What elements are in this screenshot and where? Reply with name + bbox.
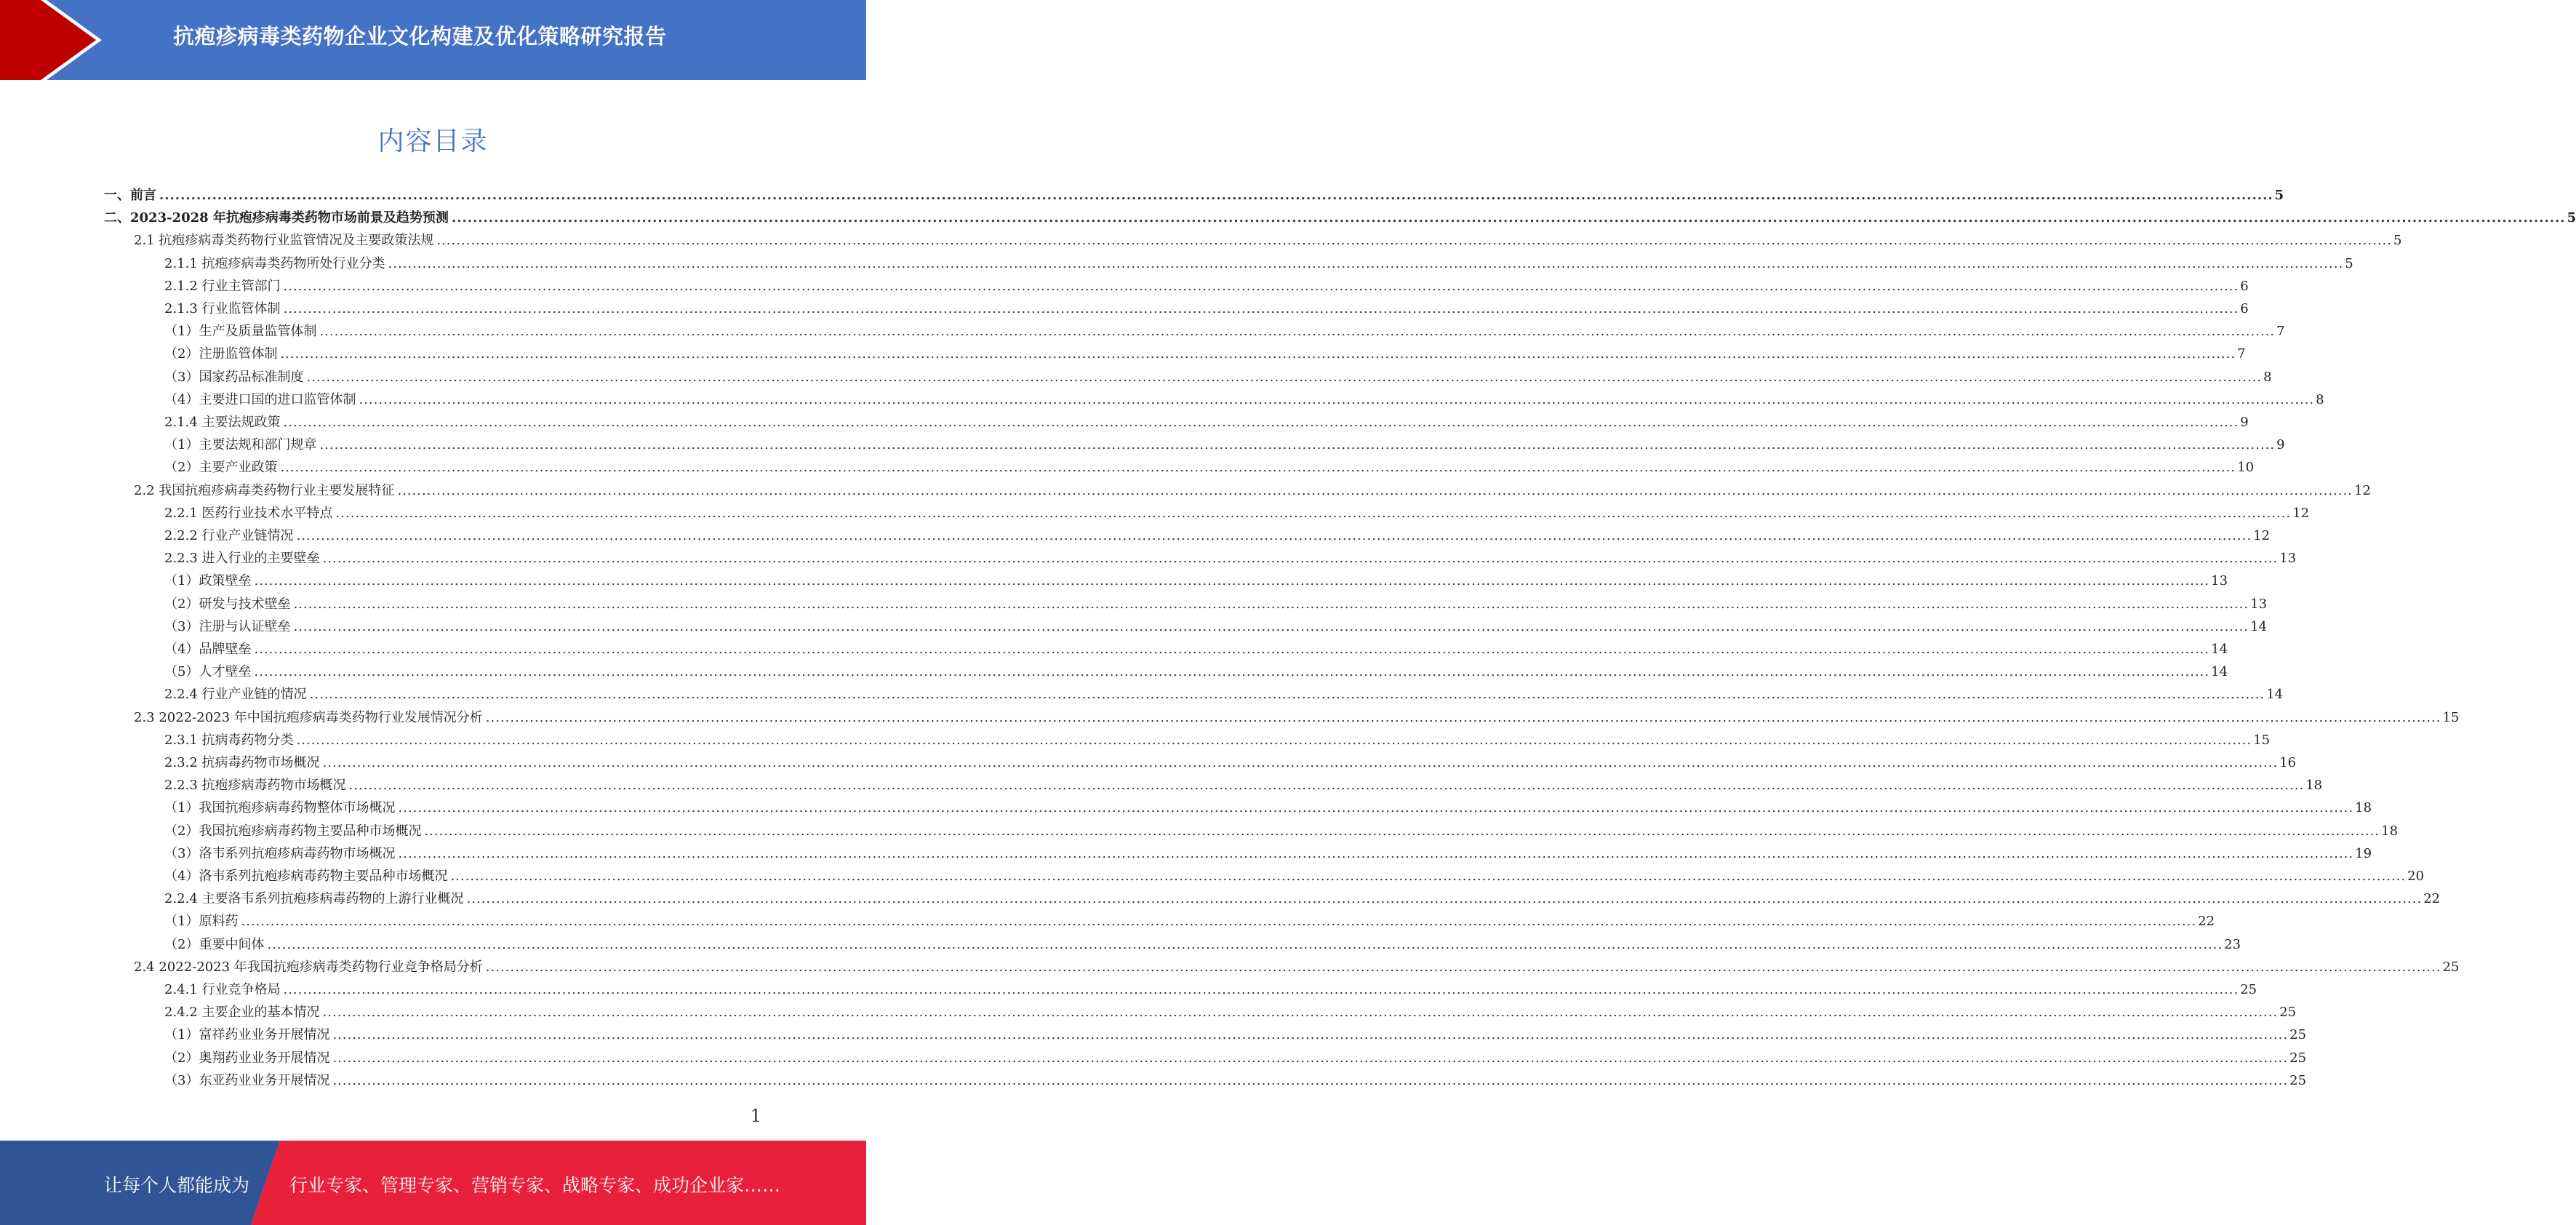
toc-entry[interactable] bbox=[164, 751, 2297, 774]
toc-entry-page: 25 bbox=[2289, 1050, 2307, 1066]
toc-dot-leader: ................................................................................................................................................................................................................................................................................................................................................................................................................ bbox=[319, 324, 2276, 340]
toc-entry[interactable] bbox=[164, 252, 2353, 275]
toc-entry[interactable] bbox=[164, 865, 2425, 887]
toc-entry[interactable] bbox=[164, 797, 2372, 819]
toc-entry[interactable] bbox=[164, 434, 2285, 456]
toc-entry[interactable] bbox=[134, 479, 2371, 502]
toc-entry-title: （2）重要中间体 bbox=[164, 936, 265, 952]
toc-entry-title: 2.1.1 抗疱疹病毒类药物所处行业分类 bbox=[164, 255, 385, 271]
toc-entry-title: （1）政策壁垒 bbox=[164, 573, 252, 589]
toc-entry[interactable] bbox=[164, 411, 2249, 434]
toc-dot-leader: ................................................................................................................................................................................................................................................................................................................................................................................................................ bbox=[397, 482, 2353, 498]
toc-dot-leader: ................................................................................................................................................................................................................................................................................................................................................................................................................ bbox=[293, 596, 2249, 612]
toc-entry-title: （1）原料药 bbox=[164, 914, 239, 930]
toc-entry-page: 20 bbox=[2407, 869, 2425, 884]
report-title: 抗疱疹病毒类药物企业文化构建及优化策略研究报告 bbox=[173, 24, 667, 49]
toc-dot-leader: ................................................................................................................................................................................................................................................................................................................................................................................................................ bbox=[319, 437, 2276, 453]
toc-entry-title: 2.3 2022-2023 年中国抗疱疹病毒类药物行业发展情况分析 bbox=[134, 709, 483, 725]
toc-dot-leader: ................................................................................................................................................................................................................................................................................................................................................................................................................ bbox=[332, 1027, 2289, 1043]
toc-entry[interactable] bbox=[134, 706, 2460, 729]
toc-dot-leader: ................................................................................................................................................................................................................................................................................................................................................................................................................ bbox=[322, 551, 2279, 567]
toc-entry[interactable] bbox=[164, 275, 2249, 298]
toc-entry[interactable] bbox=[134, 956, 2460, 978]
toc-entry-title: 2.2.4 主要洛韦系列抗疱疹病毒药物的上游行业概况 bbox=[164, 891, 464, 907]
toc-entry-title: （2）主要产业政策 bbox=[164, 460, 278, 476]
toc-entry-page: 14 bbox=[2211, 642, 2228, 657]
toc-dot-leader: ................................................................................................................................................................................................................................................................................................................................................................................................................ bbox=[296, 732, 2252, 748]
toc-dot-leader: ................................................................................................................................................................................................................................................................................................................................................................................................................ bbox=[388, 255, 2344, 271]
toc-entry[interactable] bbox=[164, 547, 2297, 570]
toc-entry-title: （2）我国抗疱疹病毒药物主要品种市场概况 bbox=[164, 823, 422, 839]
toc-entry[interactable] bbox=[134, 229, 2402, 252]
toc-dot-leader: ................................................................................................................................................................................................................................................................................................................................................................................................................ bbox=[283, 301, 2239, 316]
toc-entry-page: 12 bbox=[2354, 482, 2371, 498]
toc-entry-title: （1）生产及质量监管体制 bbox=[164, 324, 317, 340]
toc-dot-leader: ................................................................................................................................................................................................................................................................................................................................................................................................................ bbox=[424, 823, 2380, 839]
toc-entry[interactable] bbox=[164, 661, 2228, 683]
toc-entry-page: 12 bbox=[2292, 505, 2310, 521]
toc-entry-title: （1）富祥药业业务开展情况 bbox=[164, 1027, 330, 1043]
toc-entry-title: （4）洛韦系列抗疱疹病毒药物主要品种市场概况 bbox=[164, 869, 448, 884]
toc-dot-leader: ................................................................................................................................................................................................................................................................................................................................................................................................................ bbox=[159, 188, 2273, 203]
toc-entry-title: 2.2.2 行业产业链情况 bbox=[164, 528, 294, 543]
toc-entry-page: 22 bbox=[2198, 914, 2215, 930]
toc-entry-title: 2.1.2 行业主管部门 bbox=[164, 278, 281, 294]
toc-entry[interactable] bbox=[164, 842, 2372, 865]
toc-entry-title: 一、前言 bbox=[104, 188, 156, 203]
toc-entry-title: （2）注册监管体制 bbox=[164, 346, 278, 362]
toc-entry-title: 2.4.2 主要企业的基本情况 bbox=[164, 1005, 320, 1021]
toc-entry-page: 19 bbox=[2355, 845, 2372, 861]
toc-entry-title: 2.3.1 抗病毒药物分类 bbox=[164, 732, 294, 748]
toc-entry-page: 5 bbox=[2345, 255, 2353, 271]
header-banner bbox=[0, 0, 866, 80]
toc-entry-page: 6 bbox=[2240, 278, 2249, 294]
toc-entry-title: （1）主要法规和部门规章 bbox=[164, 437, 317, 453]
toc-entry-page: 5 bbox=[2274, 188, 2284, 203]
toc-entry-page: 5 bbox=[2393, 233, 2402, 249]
toc-entry-title: 2.1 抗疱疹病毒类药物行业监管情况及主要政策法规 bbox=[134, 233, 434, 249]
toc-entry-page: 25 bbox=[2289, 1072, 2307, 1088]
toc-entry-title: 2.3.2 抗病毒药物市场概况 bbox=[164, 755, 320, 770]
toc-entry-title: 2.1.3 行业监管体制 bbox=[164, 301, 281, 316]
page-number: 1 bbox=[750, 1106, 761, 1126]
toc-dot-leader: ................................................................................................................................................................................................................................................................................................................................................................................................................ bbox=[348, 778, 2305, 794]
toc-dot-leader: ................................................................................................................................................................................................................................................................................................................................................................................................................ bbox=[280, 346, 2236, 362]
toc-entry[interactable] bbox=[164, 1024, 2307, 1046]
toc-entry-page: 14 bbox=[2250, 618, 2268, 634]
toc-dot-leader: ................................................................................................................................................................................................................................................................................................................................................................................................................ bbox=[283, 415, 2239, 430]
toc-dot-leader: ................................................................................................................................................................................................................................................................................................................................................................................................................ bbox=[306, 369, 2263, 385]
toc-entry-title: （4）品牌壁垒 bbox=[164, 642, 252, 657]
toc-dot-leader: ................................................................................................................................................................................................................................................................................................................................................................................................................ bbox=[280, 460, 2236, 476]
toc-dot-leader: ................................................................................................................................................................................................................................................................................................................................................................................................................ bbox=[332, 1050, 2289, 1066]
toc-entry-page: 15 bbox=[2442, 709, 2460, 725]
toc-dot-leader: ................................................................................................................................................................................................................................................................................................................................................................................................................ bbox=[283, 982, 2239, 997]
toc-entry-title: （3）东亚药业业务开展情况 bbox=[164, 1072, 330, 1088]
toc-entry-title: 2.1.4 主要法规政策 bbox=[164, 415, 281, 430]
toc-entry-page: 9 bbox=[2276, 437, 2285, 453]
toc-dot-leader: ................................................................................................................................................................................................................................................................................................................................................................................................................ bbox=[254, 573, 2210, 589]
toc-entry[interactable] bbox=[164, 638, 2228, 661]
footer-banner bbox=[0, 1141, 866, 1225]
toc-entry-page: 13 bbox=[2250, 596, 2268, 612]
toc-entry-page: 9 bbox=[2240, 415, 2249, 430]
toc-entry[interactable] bbox=[164, 1069, 2307, 1092]
toc-dot-leader: ................................................................................................................................................................................................................................................................................................................................................................................................................ bbox=[450, 869, 2407, 884]
toc-entry[interactable] bbox=[164, 524, 2271, 547]
toc-entry-page: 13 bbox=[2279, 551, 2297, 567]
toc-entry[interactable] bbox=[164, 502, 2310, 524]
toc-dot-leader: ................................................................................................................................................................................................................................................................................................................................................................................................................ bbox=[296, 528, 2252, 543]
toc-entry[interactable] bbox=[104, 184, 2284, 207]
toc-entry-page: 15 bbox=[2253, 732, 2271, 748]
toc-entry-page: 18 bbox=[2381, 823, 2399, 839]
toc-dot-leader: ................................................................................................................................................................................................................................................................................................................................................................................................................ bbox=[436, 233, 2393, 249]
toc-entry-title: 2.2.4 行业产业链的情况 bbox=[164, 687, 307, 703]
toc-entry-page: 18 bbox=[2305, 778, 2323, 794]
toc-entry-title: （2）研发与技术壁垒 bbox=[164, 596, 291, 612]
toc-entry-title: 2.2.3 抗疱疹病毒药物市场概况 bbox=[164, 778, 346, 794]
toc-entry[interactable] bbox=[164, 298, 2249, 320]
toc-entry[interactable] bbox=[164, 683, 2284, 706]
toc-entry-title: 2.4 2022-2023 年我国抗疱疹病毒类药物行业竞争格局分析 bbox=[134, 959, 483, 975]
toc-entry[interactable] bbox=[164, 978, 2257, 1001]
toc-entry-page: 6 bbox=[2240, 301, 2249, 316]
toc-entry[interactable] bbox=[164, 593, 2268, 615]
toc-dot-leader: ................................................................................................................................................................................................................................................................................................................................................................................................................ bbox=[398, 845, 2354, 861]
toc-entry[interactable] bbox=[164, 887, 2441, 910]
toc-entry[interactable] bbox=[164, 343, 2246, 365]
toc-entry-title: 2.2.3 进入行业的主要壁垒 bbox=[164, 551, 320, 567]
toc-dot-leader: ................................................................................................................................................................................................................................................................................................................................................................................................................ bbox=[322, 1005, 2279, 1021]
toc-dot-leader: ................................................................................................................................................................................................................................................................................................................................................................................................................ bbox=[485, 709, 2441, 725]
toc-entry-page: 22 bbox=[2423, 891, 2441, 907]
toc-entry-page: 16 bbox=[2279, 755, 2297, 770]
toc-entry-page: 14 bbox=[2211, 664, 2228, 680]
toc-entry-page: 25 bbox=[2240, 982, 2257, 997]
footer-slogan-right: 行业专家、管理专家、营销专家、战略专家、成功企业家…… bbox=[289, 1175, 781, 1196]
toc-entry-title: （5）人才壁垒 bbox=[164, 664, 252, 680]
toc-dot-leader: ................................................................................................................................................................................................................................................................................................................................................................................................................ bbox=[335, 505, 2292, 521]
toc-entry[interactable] bbox=[164, 933, 2241, 956]
toc-entry-title: 2.2 我国抗疱疹病毒类药物行业主要发展特征 bbox=[134, 482, 395, 498]
toc-entry-page: 14 bbox=[2266, 687, 2284, 703]
toc-entry-page: 8 bbox=[2316, 391, 2324, 407]
toc-entry-page: 23 bbox=[2224, 936, 2241, 952]
toc-dot-leader: ................................................................................................................................................................................................................................................................................................................................................................................................................ bbox=[309, 687, 2265, 703]
toc-entry-page: 25 bbox=[2289, 1027, 2307, 1043]
toc-entry[interactable] bbox=[164, 570, 2228, 592]
toc-entry[interactable] bbox=[164, 615, 2268, 638]
toc-entry-page: 12 bbox=[2253, 528, 2271, 543]
toc-entry-title: （3）注册与认证壁垒 bbox=[164, 618, 291, 634]
toc-entry-page: 25 bbox=[2442, 959, 2460, 975]
toc-entry-page: 13 bbox=[2211, 573, 2228, 589]
toc-dot-leader: ................................................................................................................................................................................................................................................................................................................................................................................................................ bbox=[241, 914, 2197, 930]
toc-entry-title: 2.2.1 医药行业技术水平特点 bbox=[164, 505, 333, 521]
toc-entry[interactable] bbox=[164, 820, 2399, 842]
toc-entry[interactable] bbox=[164, 366, 2272, 388]
toc-dot-leader: ................................................................................................................................................................................................................................................................................................................................................................................................................ bbox=[254, 642, 2210, 657]
toc-entry-page: 8 bbox=[2263, 369, 2272, 385]
toc-dot-leader: ................................................................................................................................................................................................................................................................................................................................................................................................................ bbox=[322, 755, 2279, 770]
footer-slogan-left: 让每个人都能成为 bbox=[104, 1175, 250, 1196]
toc-entry[interactable] bbox=[164, 388, 2324, 411]
toc-dot-leader: ................................................................................................................................................................................................................................................................................................................................................................................................................ bbox=[283, 278, 2239, 294]
toc-entry-page: 25 bbox=[2279, 1005, 2297, 1021]
toc-entry-title: （3）洛韦系列抗疱疹病毒药物市场概况 bbox=[164, 845, 396, 861]
toc-dot-leader: ................................................................................................................................................................................................................................................................................................................................................................................................................ bbox=[398, 800, 2354, 816]
toc-entry[interactable] bbox=[164, 320, 2285, 343]
toc-title: 内容目录 bbox=[377, 127, 489, 156]
toc-entry-title: （1）我国抗疱疹病毒药物整体市场概况 bbox=[164, 800, 396, 816]
toc-entry-page: 18 bbox=[2355, 800, 2372, 816]
toc-entry-page: 10 bbox=[2237, 460, 2255, 476]
toc-entry[interactable] bbox=[164, 456, 2255, 479]
toc-entry-title: （4）主要进口国的进口监管体制 bbox=[164, 391, 356, 407]
toc-dot-leader: ................................................................................................................................................................................................................................................................................................................................................................................................................ bbox=[359, 391, 2315, 407]
toc-entry-page: 5 bbox=[2567, 210, 2576, 226]
toc-dot-leader: ................................................................................................................................................................................................................................................................................................................................................................................................................ bbox=[451, 210, 2566, 226]
toc-entry-title: 二、2023-2028 年抗疱疹病毒类药物市场前景及趋势预测 bbox=[104, 210, 449, 226]
toc-dot-leader: ................................................................................................................................................................................................................................................................................................................................................................................................................ bbox=[485, 959, 2441, 975]
toc-dot-leader: ................................................................................................................................................................................................................................................................................................................................................................................................................ bbox=[254, 664, 2210, 680]
toc-entry-title: 2.4.1 行业竞争格局 bbox=[164, 982, 281, 997]
toc-entry[interactable] bbox=[164, 729, 2271, 751]
toc-dot-leader: ................................................................................................................................................................................................................................................................................................................................................................................................................ bbox=[466, 891, 2423, 907]
toc-dot-leader: ................................................................................................................................................................................................................................................................................................................................................................................................................ bbox=[293, 618, 2249, 634]
toc-entry[interactable] bbox=[104, 207, 2576, 229]
toc-entry-title: （3）国家药品标准制度 bbox=[164, 369, 304, 385]
toc-dot-leader: ................................................................................................................................................................................................................................................................................................................................................................................................................ bbox=[267, 936, 2223, 952]
toc-entry[interactable] bbox=[164, 1001, 2297, 1024]
toc-entry-title: （2）奥翔药业业务开展情况 bbox=[164, 1050, 330, 1066]
toc-entry[interactable] bbox=[164, 910, 2215, 933]
toc-entry-page: 7 bbox=[2237, 346, 2246, 362]
toc-dot-leader: ................................................................................................................................................................................................................................................................................................................................................................................................................ bbox=[332, 1072, 2289, 1088]
toc-entry[interactable] bbox=[164, 774, 2323, 797]
toc-entry[interactable] bbox=[164, 1047, 2307, 1069]
toc-entry-page: 7 bbox=[2276, 324, 2285, 340]
